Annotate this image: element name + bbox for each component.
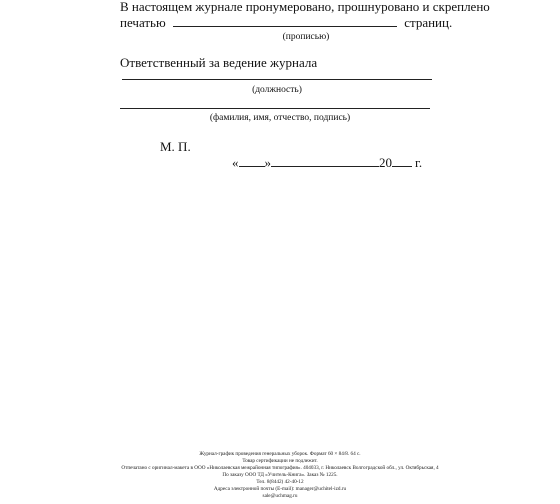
date-line [232,155,422,170]
certification-line-2 [120,15,452,30]
certification-line-1: В настоящем журнале пронумеровано, прошнуровано и скреплено [120,0,490,14]
imprint-line-5: Тел. 8(8442) 42-40-12 [256,479,304,485]
name-line [120,108,430,109]
imprint-line-7: sale@uchmag.ru [262,493,298,499]
seal-label: М. П. [160,139,191,154]
year-blank [392,155,412,167]
certification-prefix: печатью [120,15,166,30]
year-prefix: 20 [379,155,392,170]
page-count-blank [173,15,397,27]
imprint-line-1: Журнал-график проведения генеральных уборок. Формат 60 × 84/8. 64 с. [199,451,361,457]
imprint-line-2: Товар сертификации не подлежит. [242,458,318,464]
imprint-line-3: Отпечатано с оригинал-макета в ООО «Николаевская межрайонная типография». 404033, г. Николаевск Волгоградской обл., ул. Октябрьская, 4 [121,465,439,471]
certification-suffix: страниц. [404,15,453,30]
name-caption: (фамилия, имя, отчество, подпись) [209,113,351,123]
position-line [122,79,432,80]
date-close-quote: » [264,155,271,170]
month-blank [271,155,379,167]
position-caption: (должность) [252,85,302,95]
imprint-line-6: Адреса электронной почты (E-mail): manager@uchitel-izd.ru [213,486,347,492]
day-blank [239,155,265,167]
page-count-caption: (прописью) [282,32,330,42]
responsible-label: Ответственный за ведение журнала [120,55,318,70]
imprint-line-4: По заказу ООО ТД «Учитель-Книга». Заказ № 1225. [222,472,338,478]
date-open-quote: « [232,155,239,170]
year-suffix: г. [415,155,423,170]
